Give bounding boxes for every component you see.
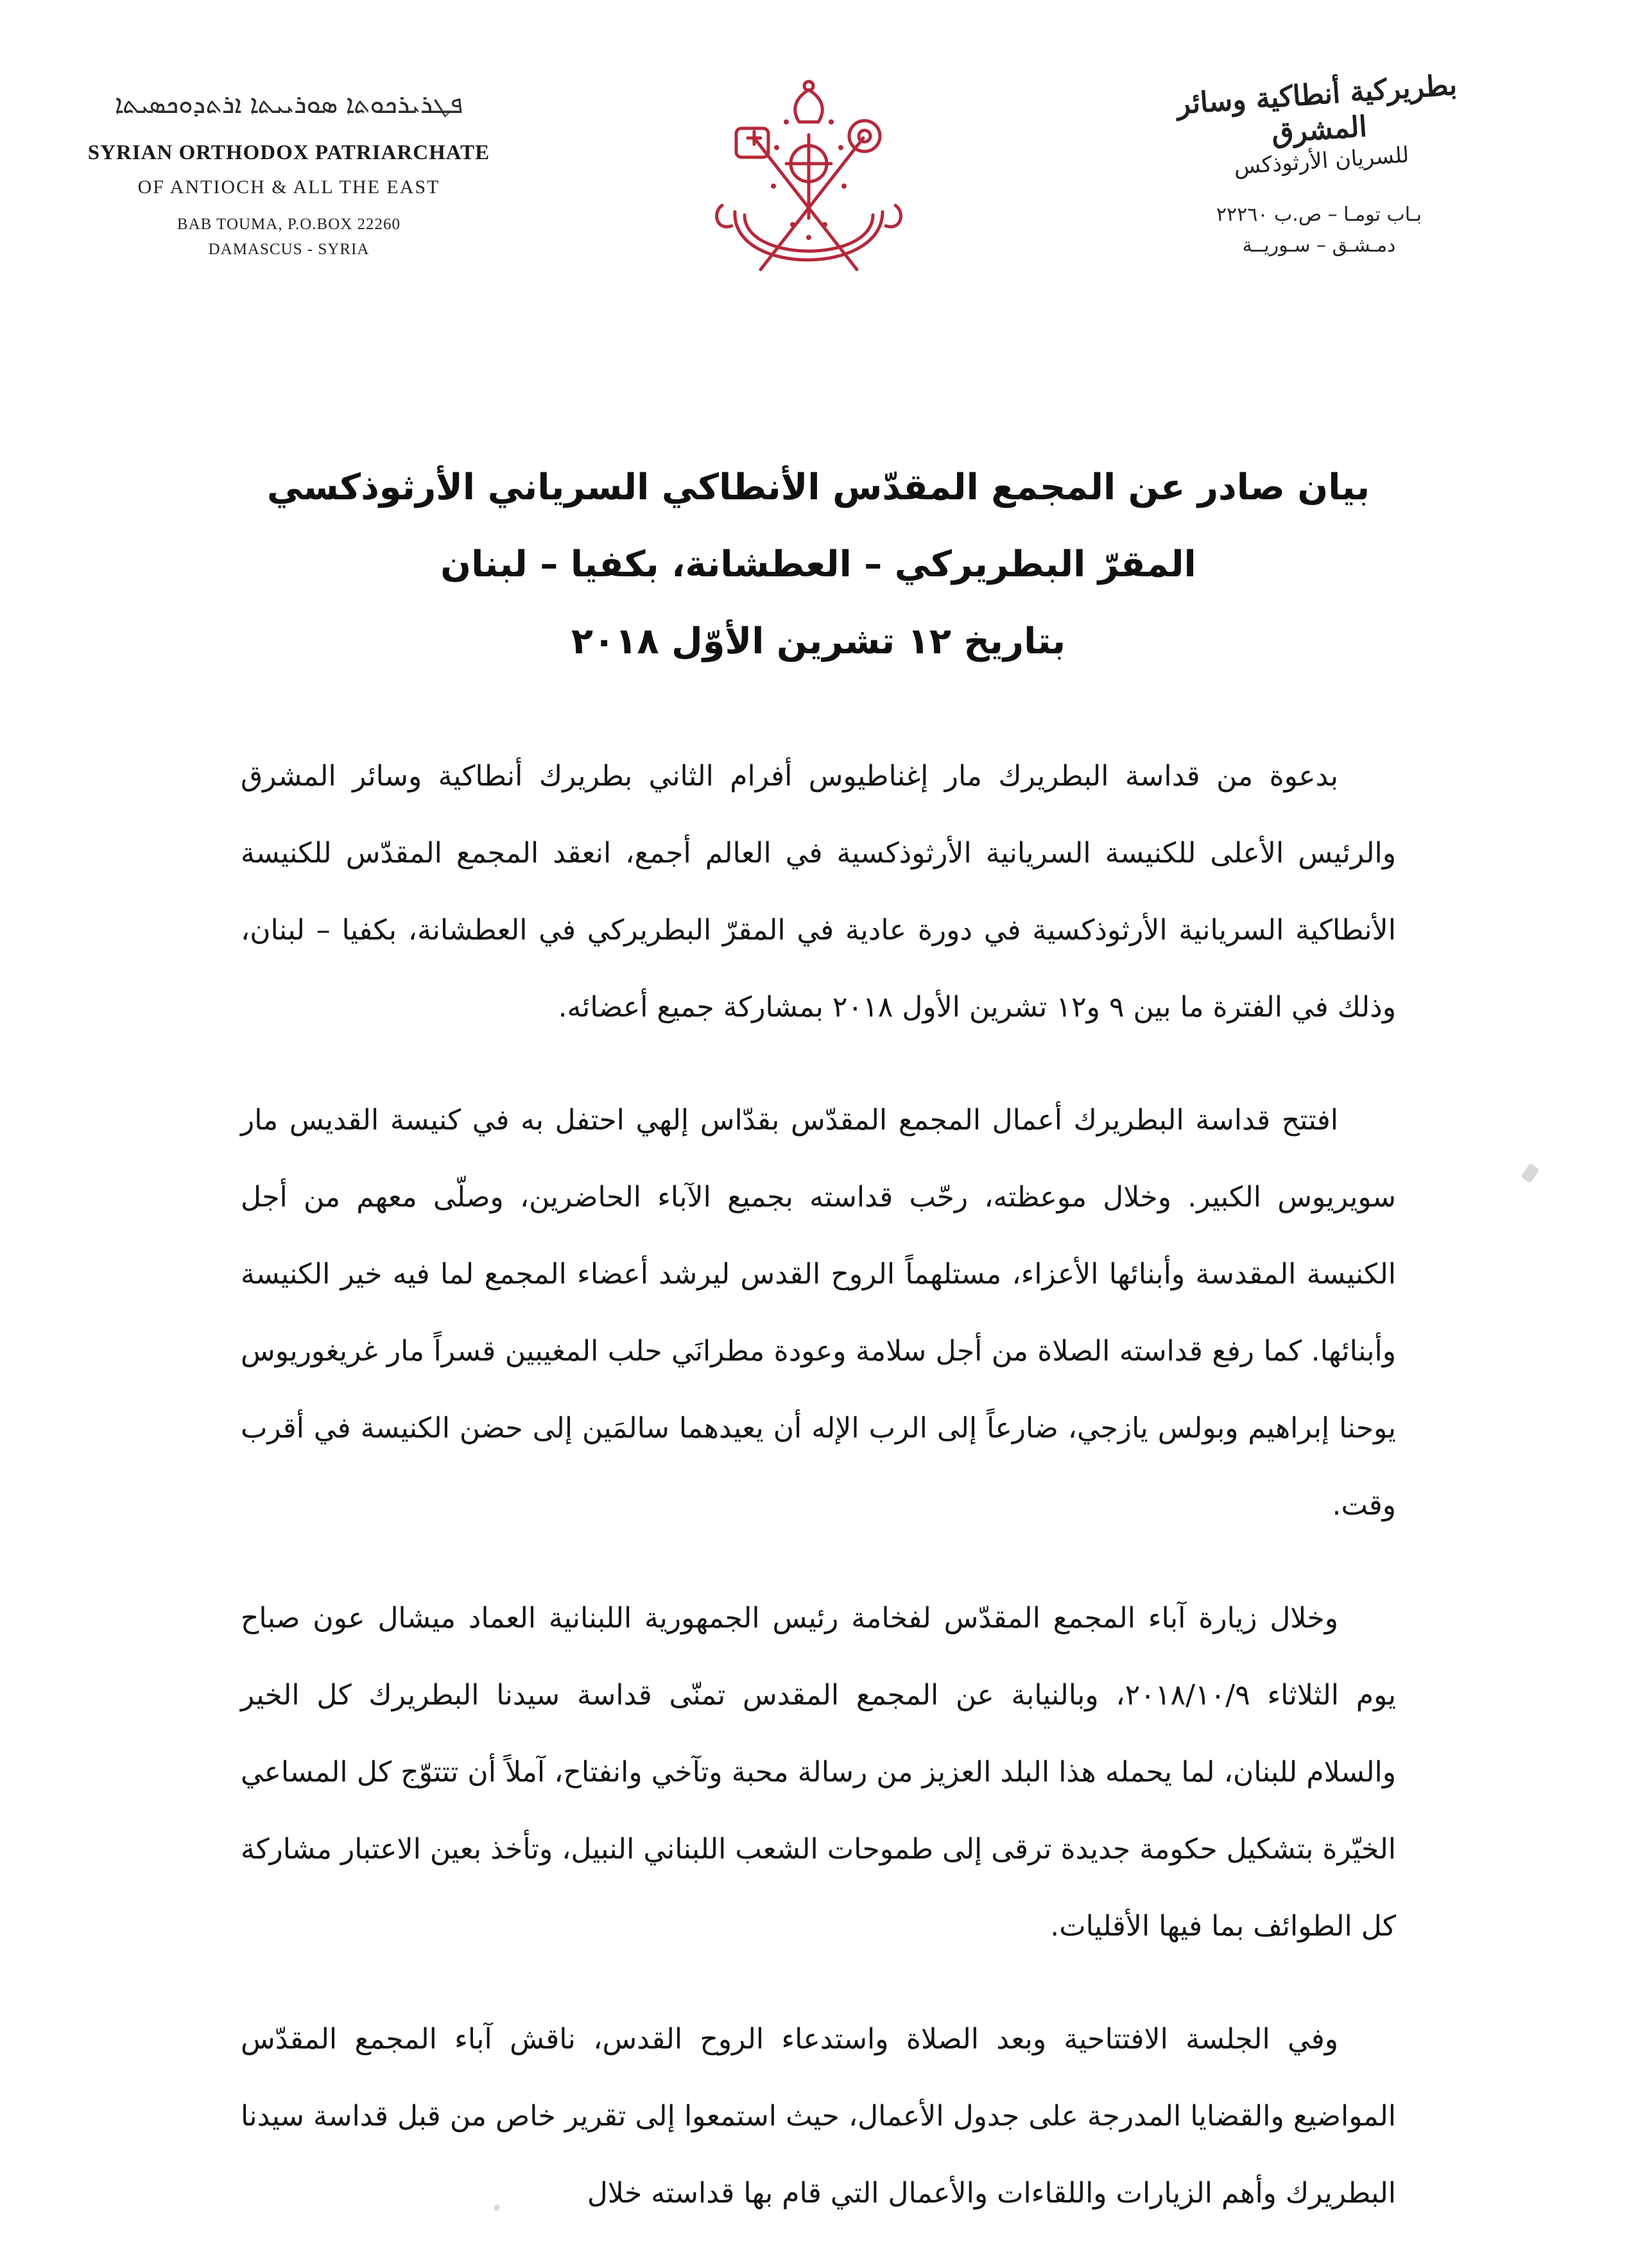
paragraph-3: وخلال زيارة آباء المجمع المقدّس لفخامة رئيس الجمهورية اللبنانية العماد ميشال عون صباح يوم الثلاثاء ٢٠١٨/١٠/٩، وبالنيابة عن المجمع المقدس تمنّى قداسة سيدنا البطريرك كل الخير والسلام للبنان، لما يحمله هذا البلد العزيز من رسالة محبة وتآخي وانفتاح، آملاً أن تتتوّج كل المساعي الخيّرة بتشكيل حكومة جديدة ترقى إلى طموحات الشعب اللبناني النبيل، وتأخذ بعين الاعتبار مشاركة كل الطوائف بما فيها الأقليات. — [241, 1602, 1396, 1943]
calligraphy-line-2: للسريان الأرثوذكس — [1233, 142, 1410, 180]
emblem-dot — [790, 222, 795, 227]
emblem-dot — [838, 145, 843, 150]
arabic-calligraphy-heading — [1126, 64, 1511, 188]
arabic-address-line-2: دمـشـق – سـوريــة — [1242, 234, 1396, 257]
emblem-dot — [784, 119, 789, 125]
emblem-dot — [774, 145, 779, 150]
emblem-dot — [771, 184, 776, 189]
patriarchate-name: SYRIAN ORTHODOX PATRIARCHATE — [87, 141, 490, 164]
emblem-dot — [829, 119, 834, 125]
paragraph-2: افتتح قداسة البطريرك أعمال المجمع المقدّس بقدّاس إلهي احتفل به في كنيسة القديس مار سويريوس الكبير. وخلال موعظته، رحّب قداسته بجميع الآباء الحاضرين، وصلّى معهم من أجل الكنيسة المقدسة وأبنائها الأعزاء، مستلهماً الروح القدس ليرشد أعضاء المجمع لما فيه خير الكنيسة وأبنائها. كما رفع قداسته الصلاة من أجل سلامة وعودة مطرانَي حلب المغيبين قسراً مار غريغوريوس يوحنا إبراهيم وبولس يازجي، ضارعاً إلى الرب الإله أن يعيدهما سالمَين إلى حضن الكنيسة في أقرب وقت. — [241, 1104, 1396, 1522]
scan-speck — [1521, 1163, 1540, 1183]
syriac-heading: ܦܛܪܝܪܟܘܬܐ ܣܘܪܝܝܬܐ ܐܪܬܕܘܟܣܝܬܐ — [114, 90, 463, 119]
patriarchate-subtitle: OF ANTIOCH & ALL THE EAST — [137, 176, 440, 198]
paragraph-4: وفي الجلسة الافتتاحية وبعد الصلاة واستدعاء الروح القدس، ناقش آباء المجمع المقدّس المواضيع والقضايا المدرجة على جدول الأعمال، حيث استمعوا إلى تقرير خاص من قبل قداسة سيدنا البطريرك وأهم الزيارات واللقاءات والأعمال التي قام بها قداسته خلال — [241, 2023, 1396, 2210]
title-line-3: بتاريخ ١٢ تشرين الأوّل ٢٠١٨ — [571, 621, 1066, 662]
statement-body — [241, 738, 1396, 2268]
letterhead-right — [1130, 68, 1508, 261]
emblem-dot — [822, 222, 827, 227]
emblem-dot — [841, 184, 847, 189]
title-line-1: بيان صادر عن المجمع المقدّس الأنطاكي السرياني الأرثوذكسي — [266, 467, 1370, 508]
emblem-dot — [806, 235, 811, 240]
calligraphy-line-1: بطريركية أنطاكية وسائر المشرق — [1175, 68, 1458, 150]
statement-title — [212, 449, 1425, 680]
patriarchate-emblem — [696, 77, 921, 305]
letterhead-left — [58, 90, 520, 262]
title-line-2: المقرّ البطريركي – العطشانة، بكفيا – لبنان — [440, 544, 1196, 585]
paragraph-1: بدعوة من قداسة البطريرك مار إغناطيوس أفرام الثاني بطريرك أنطاكية وسائر المشرق والرئيس الأعلى للكنيسة السريانية الأرثوذكسية في العالم أجمع، انعقد المجمع المقدّس للكنيسة الأنطاكية السريانية الأرثوذكسية في دورة عادية في المقرّ البطريركي في العطشانة، بكفيا – لبنان، وذلك في الفترة ما بين ٩ و١٢ تشرين الأول ٢٠١٨ بمشاركة جميع أعضائه. — [241, 760, 1396, 1024]
patriarchate-address — [58, 212, 520, 262]
address-line-2: DAMASCUS - SYRIA — [208, 240, 370, 258]
address-line-1: BAB TOUMA, P.O.BOX 22260 — [177, 216, 401, 233]
arabic-address-line-1: بـاب تومـا – ص.ب ٢٢٢٦٠ — [1216, 203, 1422, 226]
